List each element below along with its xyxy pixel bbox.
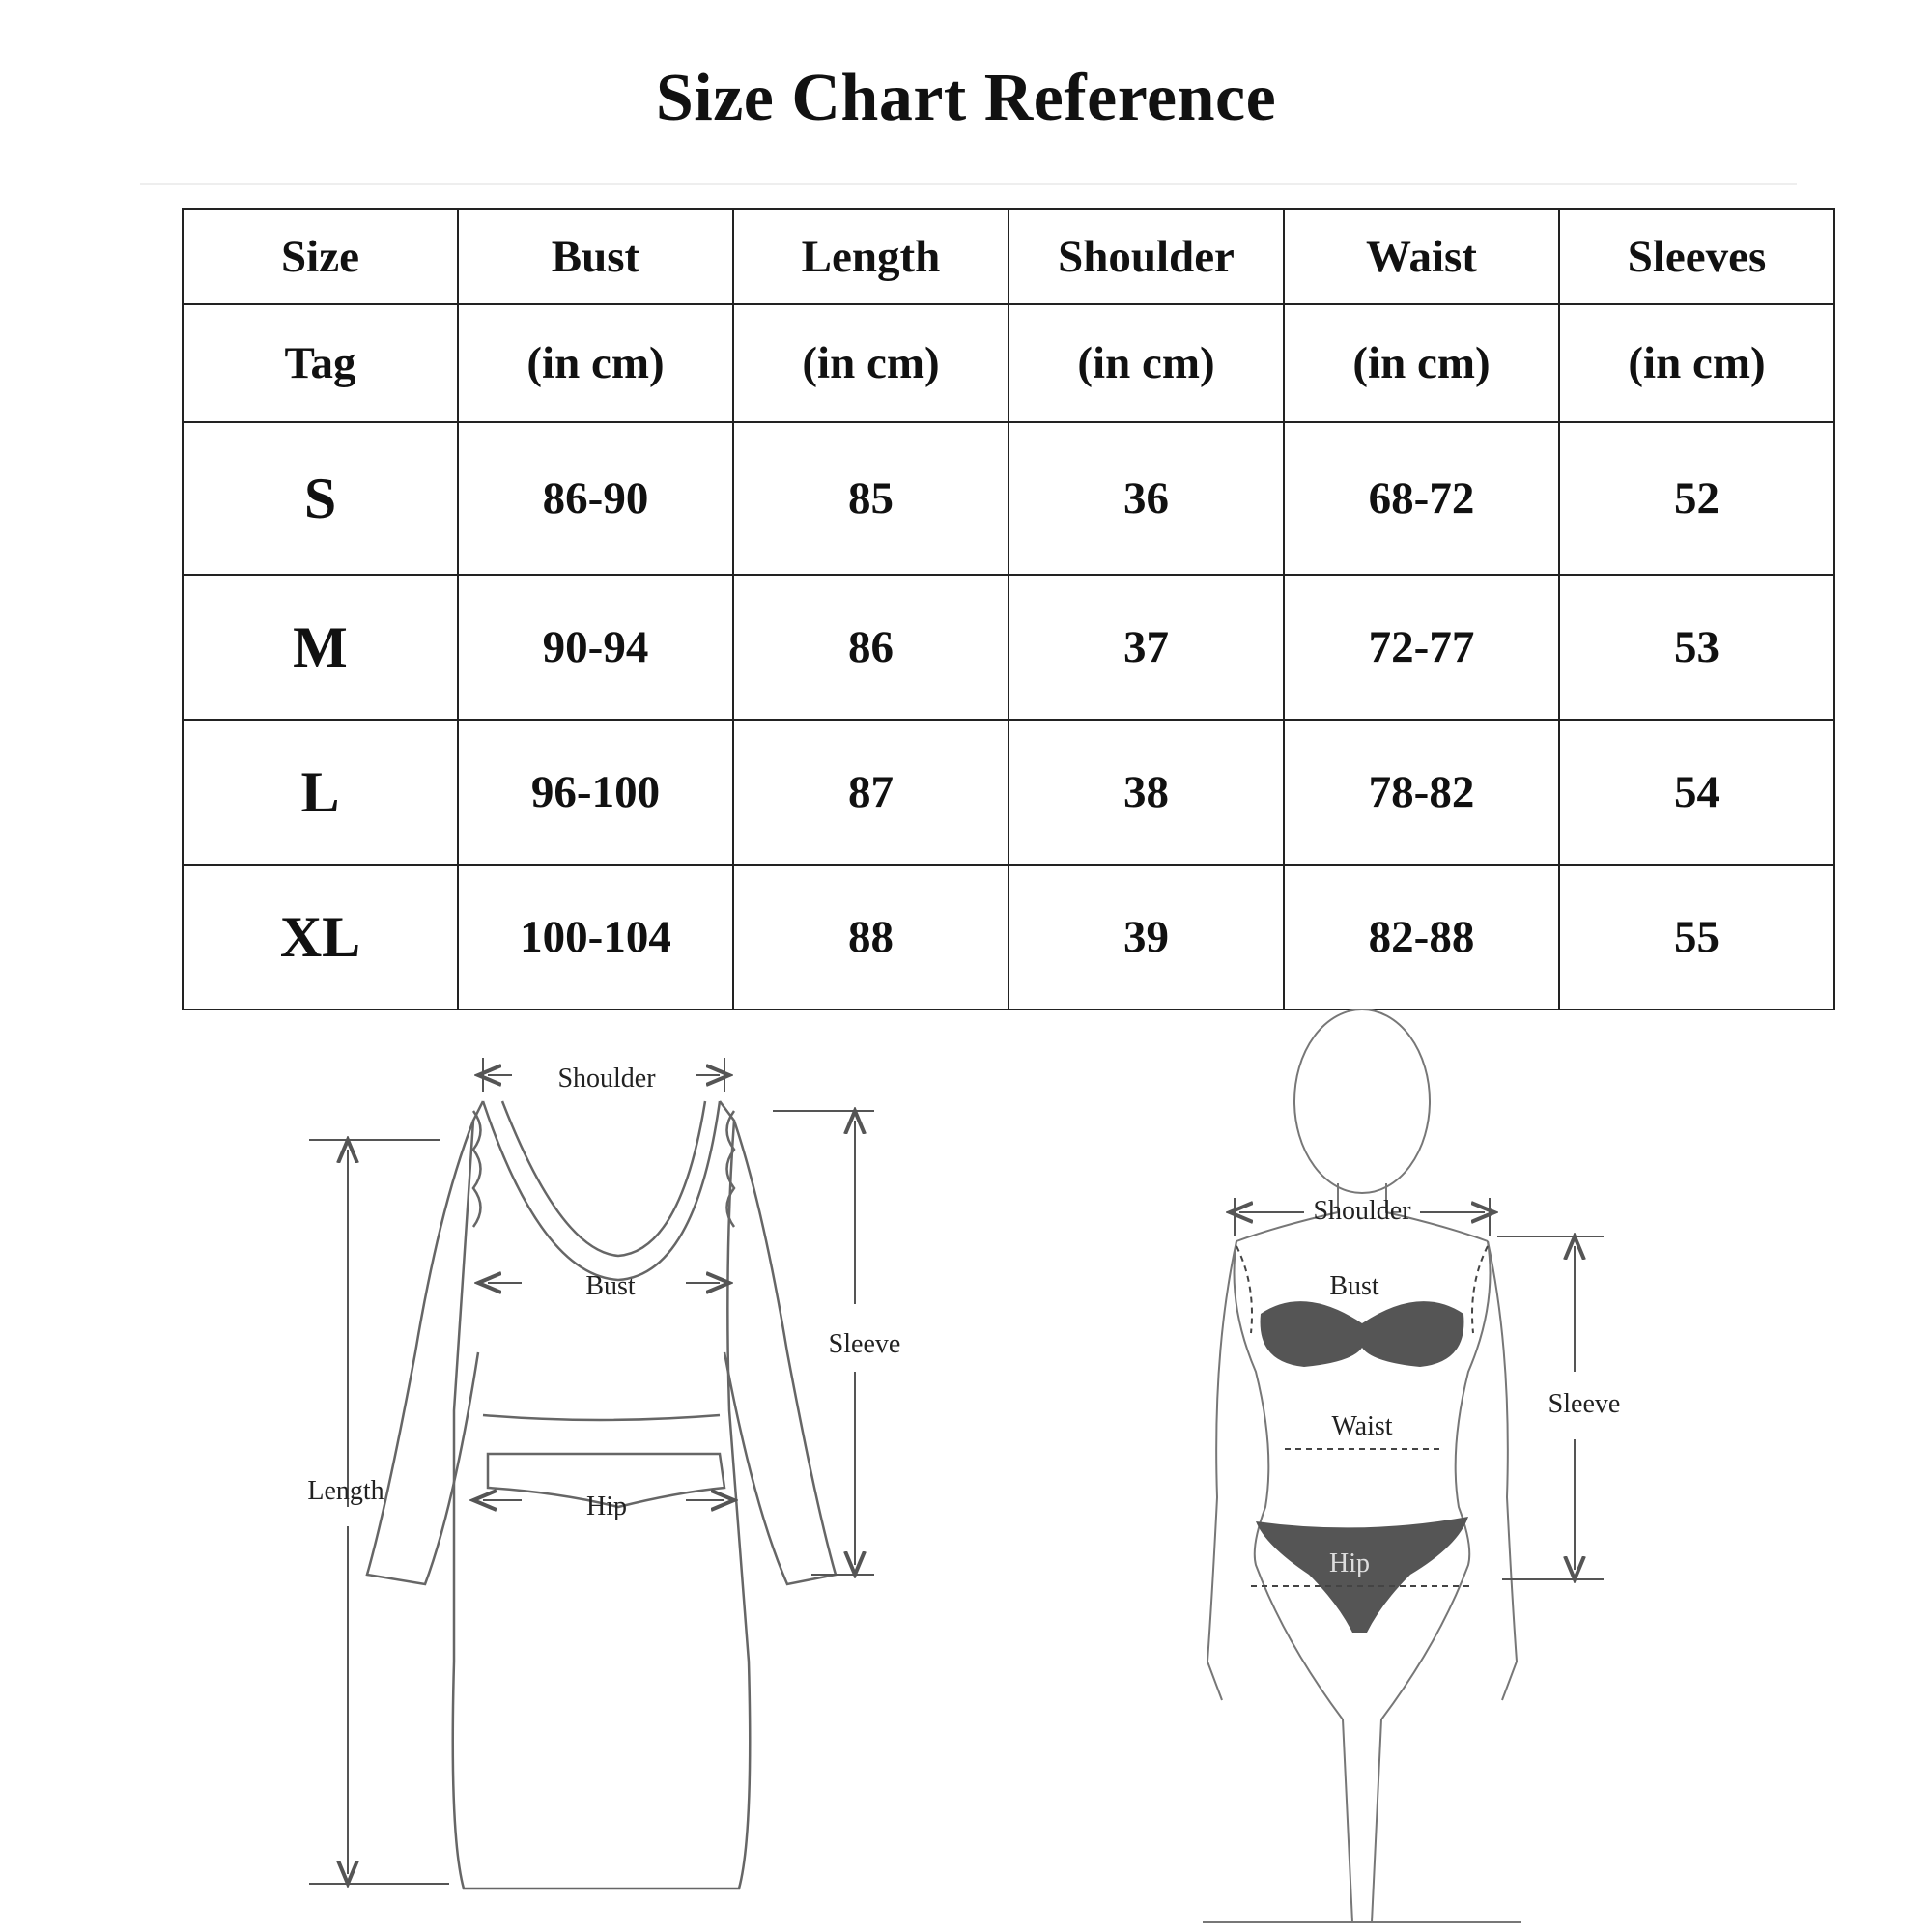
header-cell: Sleeves bbox=[1559, 209, 1834, 304]
shoulder-cell: 36 bbox=[1009, 422, 1284, 575]
header-cell: (in cm) bbox=[1009, 304, 1284, 422]
body-outline bbox=[1208, 1009, 1517, 1922]
bust-marker bbox=[1261, 1301, 1464, 1367]
shoulder-cell: 38 bbox=[1009, 720, 1284, 865]
header-cell: Size bbox=[183, 209, 458, 304]
header-cell: Length bbox=[733, 209, 1009, 304]
bust-cell: 86-90 bbox=[458, 422, 733, 575]
body-bust-label: Bust bbox=[1329, 1271, 1379, 1301]
length-cell: 86 bbox=[733, 575, 1009, 720]
length-cell: 85 bbox=[733, 422, 1009, 575]
length-cell: 87 bbox=[733, 720, 1009, 865]
header-cell: Waist bbox=[1284, 209, 1559, 304]
shoulder-cell: 39 bbox=[1009, 865, 1284, 1009]
sleeves-cell: 53 bbox=[1559, 575, 1834, 720]
header-cell: Shoulder bbox=[1009, 209, 1284, 304]
size-tag-cell: M bbox=[183, 575, 458, 720]
body-sleeve-label: Sleeve bbox=[1548, 1389, 1621, 1419]
dress-length-label: Length bbox=[307, 1476, 384, 1506]
bust-cell: 96-100 bbox=[458, 720, 733, 865]
sleeves-cell: 54 bbox=[1559, 720, 1834, 865]
header-cell: (in cm) bbox=[1284, 304, 1559, 422]
dress-shoulder-label: Shoulder bbox=[557, 1064, 656, 1094]
header-cell: Bust bbox=[458, 209, 733, 304]
sleeves-cell: 52 bbox=[1559, 422, 1834, 575]
bust-cell: 90-94 bbox=[458, 575, 733, 720]
length-cell: 88 bbox=[733, 865, 1009, 1009]
body-shoulder-label: Shoulder bbox=[1313, 1196, 1411, 1226]
waist-cell: 68-72 bbox=[1284, 422, 1559, 575]
dress-bust-label: Bust bbox=[585, 1271, 636, 1301]
sleeves-cell: 55 bbox=[1559, 865, 1834, 1009]
page-title: Size Chart Reference bbox=[655, 61, 1277, 135]
shoulder-cell: 37 bbox=[1009, 575, 1284, 720]
bust-cell: 100-104 bbox=[458, 865, 733, 1009]
size-tag-cell: S bbox=[183, 422, 458, 575]
waist-cell: 78-82 bbox=[1284, 720, 1559, 865]
header-cell: Tag bbox=[183, 304, 458, 422]
header-cell: (in cm) bbox=[458, 304, 733, 422]
dress-hip-label: Hip bbox=[586, 1492, 627, 1521]
body-hip-label: Hip bbox=[1329, 1548, 1370, 1578]
waist-cell: 82-88 bbox=[1284, 865, 1559, 1009]
size-tag-cell: XL bbox=[183, 865, 458, 1009]
waist-cell: 72-77 bbox=[1284, 575, 1559, 720]
header-cell: (in cm) bbox=[733, 304, 1009, 422]
body-waist-label: Waist bbox=[1331, 1411, 1393, 1441]
dress-sleeve-label: Sleeve bbox=[828, 1329, 901, 1359]
size-tag-cell: L bbox=[183, 720, 458, 865]
header-cell: (in cm) bbox=[1559, 304, 1834, 422]
